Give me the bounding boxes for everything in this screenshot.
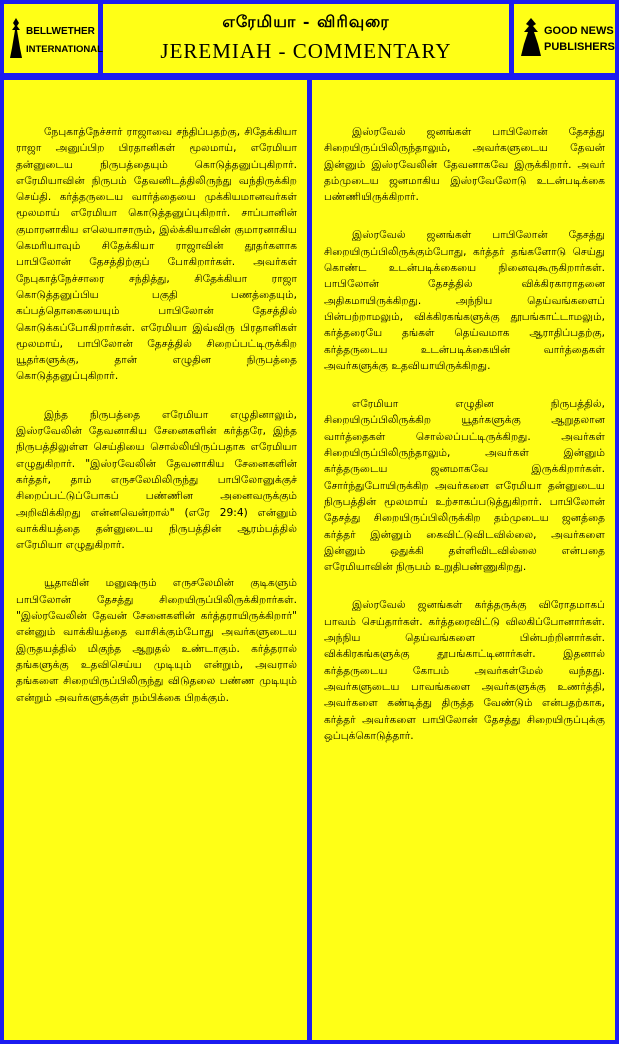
publisher-emblem-icon <box>520 18 542 58</box>
title-english: JEREMIAH - COMMENTARY <box>160 39 452 63</box>
paragraph: இஸ்ரவேல் ஜனங்கள் பாபிலோன் தேசத்து சிறையிருப்பிலிருக்கும்போது, கர்த்தர் தங்களோடு செய்து கொண்ட உடன்படிக்கையை நினைவுகூருகிறார்கள். பாபிலோன் தேசத்தில் விக்கிரகாராதனை அதிகமாயிருக்கிறது. அந்நிய தெய்வங்களைப் பின்பற்றாமலும், விக்கிரகங்களுக்கு தூபங்காட்டாமலும், கர்த்தரையே தங்கள் தெய்வமாக ஆராதிப்பதற்கு, கர்த்தருடைய உடன்படிக்கையின் வார்த்தைகள் அவர்களுக்கு உதவியாயிருக்கிறது. <box>324 229 605 372</box>
paragraph: இஸ்ரவேல் ஜனங்கள் பாபிலோன் தேசத்து சிறையிருப்பிலிருந்தாலும், அவர்களுடைய தேவன் இன்னும் இஸ்ரவேலின் தேவனாகவே இருக்கிறார். அவர் தம்முடைய ஜனமாகிய இஸ்ரவேலோடு உடன்படிக்கை பண்ணியிருக்கிறார். <box>324 126 605 204</box>
bell-icon <box>8 18 24 60</box>
logo-text-line2: INTERNATIONAL <box>26 44 103 55</box>
title-tamil: எரேமியா - விரிவுரை <box>222 12 390 31</box>
paragraph: நேபுகாத்நேச்சார் ராஜாவை சந்திப்பதற்கு, சிதேக்கியா ராஜா அனுப்பிற பிரதானிகள் மூலமாய், எரேமியா தன்னுடைய நிருபத்தையும் கொடுத்தனுப்புகிறார். எரேமியாவின் நிருபம் தேவனிடத்திலிருந்து வந்திருக்கிற செய்தி. கர்த்தருடைய வார்த்தையை முக்கியமானவர்கள் மூலமாய் எரேமியா கொடுத்தனுப்புகிறார். சாப்பானின் குமாரனாகிய எலெயாசாரும், இல்க்கியாவின் குமாரனாகிய கெமரியாவும் சிதேக்கியா ராஜாவின் தூதர்களாக பாபிலோன் தேசத்திற்குப் போகிறார்கள். அவர்கள் நேபுகாத்நேச்சாரை சந்தித்து, சிதேக்கியா ராஜா கொடுத்தனுப்பிய பகுதி பணத்தையும், கப்பத்தொகையையும் பாபிலோன் தேசத்தில் கொடுக்கப்போகிறார்கள். எரேமியா இவ்விரு பிரதானிகள் மூலமாய், பாபிலோன் தேசத்தில் சிறைப்பட்டிருக்கிற யூதர்களுக்கு, தான் எழுதின நிருபத்தை கொடுத்தனுப்புகிறார். <box>16 126 297 383</box>
paragraph: இஸ்ரவேல் ஜனங்கள் கர்த்தருக்கு விரோதமாகப் பாவம் செய்தார்கள். கர்த்தரைவிட்டு விலகிப்போனார்கள். அந்நிய தெய்வங்களை பின்பற்றினார்கள். விக்கிரகங்களுக்கு தூபங்காட்டினார்கள். இதனால் கர்த்தருடைய கோபம் அவர்கள்மேல் வந்தது. அவர்களுடைய பாவங்களை அவர்களுக்கு உணர்த்தி, அவர்களை கண்டித்து திருத்த வேண்டும் என்பதற்காக, கர்த்தர் அவர்களை பாபிலோன் தேசத்து சிறையிருப்புக்கு ஒப்புக்கொடுத்தார். <box>324 599 605 742</box>
goodnews-logo <box>514 4 615 73</box>
logo-text-line1: BELLWETHER <box>26 26 95 37</box>
left-column <box>4 80 307 1040</box>
paragraph: யூதாவின் மனுஷரும் எருசலேமின் குடிகளும் பாபிலோன் தேசத்து சிறையிருப்பிலிருக்கிறார்கள். "இஸ்ரவேலின் தேவன் சேனைகளின் கர்த்தராயிருக்கிறார்" என்னும் வாக்கியத்தை வாசிக்கும்போது அவர்களுடைய இருதயத்தில் மிகுந்த ஆறுதல் உண்டாகும். கர்த்தரால் தங்களுக்கு உதவிசெய்ய முடியும் என்றும், அவரால் தங்களை சிறையிருப்பிலிருந்து விடுதலை பண்ண முடியும் என்றும் அவர்களுக்குள் நம்பிக்கை பிறக்கும். <box>16 577 297 704</box>
right-column <box>312 80 615 1040</box>
logo-text-line1: GOOD NEWS <box>544 25 614 37</box>
paragraph: எரேமியா எழுதின நிருபத்தில், சிறையிருப்பிலிருக்கிற யூதர்களுக்கு ஆறுதலான வார்த்தைகள் சொல்லப்பட்டிருக்கிறது. அவர்கள் சிறையிருப்பிலிருந்தாலும், அவர்கள் இன்னும் கர்த்தருடைய ஜனமாகவே இருக்கிறார்கள். சோர்ந்துபோயிருக்கிற அவர்களை எரேமியா தன்னுடைய நிருபத்தின் மூலமாய் உற்சாகப்படுத்துகிறார். பாபிலோன் தேசத்து சிறையிருப்பிலிருக்கிற தம்முடைய ஜனத்தை கர்த்தர் இன்னும் கைவிட்டுவிடவில்லை, அவர்களை இன்னும் ஒதுக்கி தள்ளிவிடவில்லை என்பதை எரேமியாவின் நிருபம் உறுதிபண்ணுகிறது. <box>324 398 605 574</box>
bellwether-logo <box>4 4 103 73</box>
paragraph: இந்த நிருபத்தை எரேமியா எழுதினாலும், இஸ்ரவேலின் தேவனாகிய சேனைகளின் கர்த்தரே, இந்த நிருபத்திலுள்ள செய்தியை சொல்லியிருப்பதாக எரேமியா எழுதுகிறார். "இஸ்ரவேலின் தேவனாகிய சேனைகளின் கர்த்தர், தாம் எருசலேமிலிருந்து பாபிலோனுக்குச் சிறைப்பட்டுப்போகப் பண்ணின அனைவருக்கும் அறிவிக்கிறது என்னவென்றால்" (எரே 29:4) என்னும் வாக்கியத்தை தன்னுடைய நிருபத்தின் ஆரம்பத்தில் எரேமியா எழுதுகிறார். <box>16 408 297 552</box>
title-box <box>103 4 509 73</box>
logo-text-line2: PUBLISHERS <box>544 41 615 53</box>
page-header <box>0 0 619 77</box>
